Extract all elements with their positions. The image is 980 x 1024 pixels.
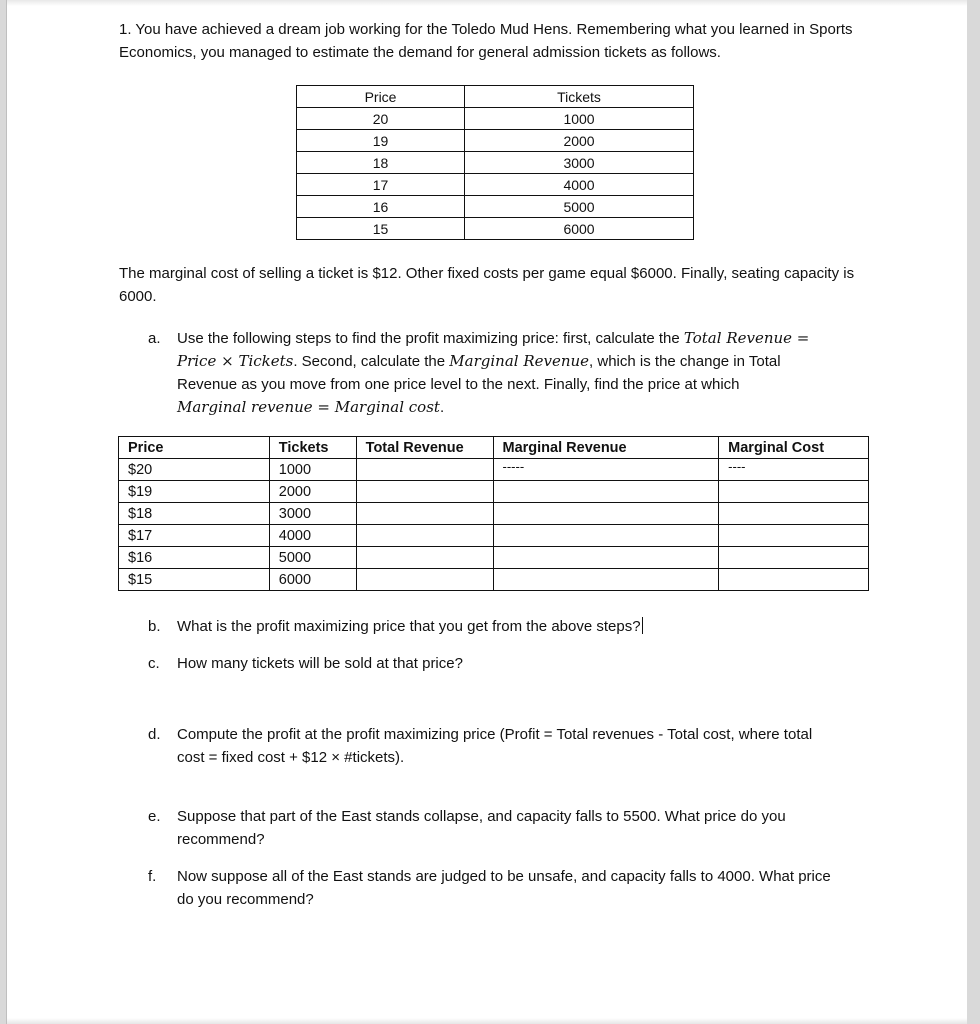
part-f-line-2: do you recommend? [177,891,314,908]
demand-price-cell: 18 [297,152,465,174]
table-row [297,196,694,218]
calc-tickets-cell: 1000 [269,459,356,481]
calc-price-cell: $17 [119,525,270,547]
demand-tickets-cell: 4000 [465,174,694,196]
calc-total-revenue-cell [356,503,493,525]
table-row [119,459,869,481]
table-row [119,547,869,569]
demand-table [296,85,694,240]
part-e-line-2: recommend? [177,831,265,848]
calc-tickets-cell: 6000 [269,569,356,591]
marginal-cost-paragraph: The marginal cost of selling a ticket is $12. Other fixed costs per game equal $6000. Finally, seating capacity is 6000. [119,265,855,305]
calc-marginal-revenue-cell [493,569,719,591]
part-c [148,652,888,676]
table-row [297,108,694,130]
part-d-line-2: cost = fixed cost + $12 × #tickets). [177,749,405,766]
page-bottom-edge [7,1018,967,1024]
calc-marginal-revenue-cell [493,481,719,503]
part-a-text-2: . Second, calculate the [293,353,450,370]
table-row [297,152,694,174]
part-a-label: a. [148,330,161,347]
demand-header-tickets: Tickets [465,86,694,108]
part-a-text-5: . [439,399,445,416]
part-a-text-3: , which is the change in Total [589,353,781,370]
calc-tickets-cell: 2000 [269,481,356,503]
calc-header-marginal-revenue: Marginal Revenue [493,437,719,459]
revenue-calculation-table [118,436,869,591]
calc-price-cell: $19 [119,481,270,503]
part-c-label: c. [148,655,160,672]
calc-marginal-revenue-cell [493,525,719,547]
part-f-text [177,865,877,911]
calc-total-revenue-cell [356,481,493,503]
table-row [297,174,694,196]
table-row [297,130,694,152]
calc-marginal-cost-cell [719,481,869,503]
table-row [119,569,869,591]
demand-price-cell: 19 [297,130,465,152]
calc-price-cell: $18 [119,503,270,525]
calc-tickets-cell: 5000 [269,547,356,569]
calc-total-revenue-cell [356,459,493,481]
document-page [6,0,967,1024]
part-b-text: What is the profit maximizing price that you get from the above steps? [177,618,641,635]
table-row [297,218,694,240]
calc-marginal-revenue-cell: ----- [493,459,719,481]
demand-tickets-cell: 1000 [465,108,694,130]
calc-marginal-revenue-cell [493,503,719,525]
demand-tickets-cell: 5000 [465,196,694,218]
calc-tickets-cell: 3000 [269,503,356,525]
part-e-line-1: Suppose that part of the East stands collapse, and capacity falls to 5500. What price do you [177,808,786,825]
calc-header-total-revenue: Total Revenue [356,437,493,459]
part-e-label: e. [148,808,161,825]
demand-header-row [297,86,694,108]
table-row [119,503,869,525]
calc-marginal-cost-cell [719,503,869,525]
part-a-text-1: Use the following steps to find the profit maximizing price: first, calculate the [177,330,684,347]
text-cursor [642,617,644,634]
calc-total-revenue-cell [356,569,493,591]
table-row [119,525,869,547]
part-d-label: d. [148,726,161,743]
part-b-label: b. [148,618,161,635]
part-d [148,723,888,771]
calc-total-revenue-cell [356,525,493,547]
calc-marginal-cost-cell [719,547,869,569]
demand-tickets-cell: 3000 [465,152,694,174]
calc-price-cell: $15 [119,569,270,591]
mr-equals-mc-formula: Marginal revenue = Marginal cost [177,398,440,416]
calc-total-revenue-cell [356,547,493,569]
calc-marginal-revenue-cell [493,547,719,569]
part-a-text-4: Revenue as you move from one price level to the next. Finally, find the price at which [177,376,740,393]
part-b-line[interactable] [177,615,877,638]
calc-price-cell: $16 [119,547,270,569]
question-intro: 1. You have achieved a dream job working for the Toledo Mud Hens. Remembering what you learned in Sports Economics, you managed to estimate the demand for general admission tickets as follows. [119,21,853,61]
page-top-edge [7,0,967,6]
marginal-revenue-term: Marginal Revenue [449,352,590,370]
demand-price-cell: 17 [297,174,465,196]
calc-header-price: Price [119,437,270,459]
part-d-text [177,723,877,769]
part-a-text [177,327,877,419]
part-d-line-1: Compute the profit at the profit maximizing price (Profit = Total revenues - Total cost, where total [177,726,813,743]
total-revenue-formula: Total Revenue = [683,329,810,347]
calc-header-marginal-cost: Marginal Cost [719,437,869,459]
table-row [119,481,869,503]
part-f-line-1: Now suppose all of the East stands are judged to be unsafe, and capacity falls to 4000. What price [177,868,831,885]
part-c-text: How many tickets will be sold at that price? [177,655,463,672]
calc-header-row [119,437,869,459]
demand-tickets-cell: 2000 [465,130,694,152]
part-f-label: f. [148,868,157,885]
part-e [148,805,888,853]
demand-price-cell: 15 [297,218,465,240]
calc-header-tickets: Tickets [269,437,356,459]
price-times-tickets-formula: Price × Tickets [177,352,294,370]
demand-header-price: Price [297,86,465,108]
demand-price-cell: 20 [297,108,465,130]
part-e-text [177,805,877,851]
calc-marginal-cost-cell: ---- [719,459,869,481]
part-a [148,327,888,419]
part-f [148,865,888,913]
calc-marginal-cost-cell [719,525,869,547]
part-b [148,615,888,639]
calc-tickets-cell: 4000 [269,525,356,547]
demand-tickets-cell: 6000 [465,218,694,240]
calc-marginal-cost-cell [719,569,869,591]
demand-price-cell: 16 [297,196,465,218]
calc-price-cell: $20 [119,459,270,481]
